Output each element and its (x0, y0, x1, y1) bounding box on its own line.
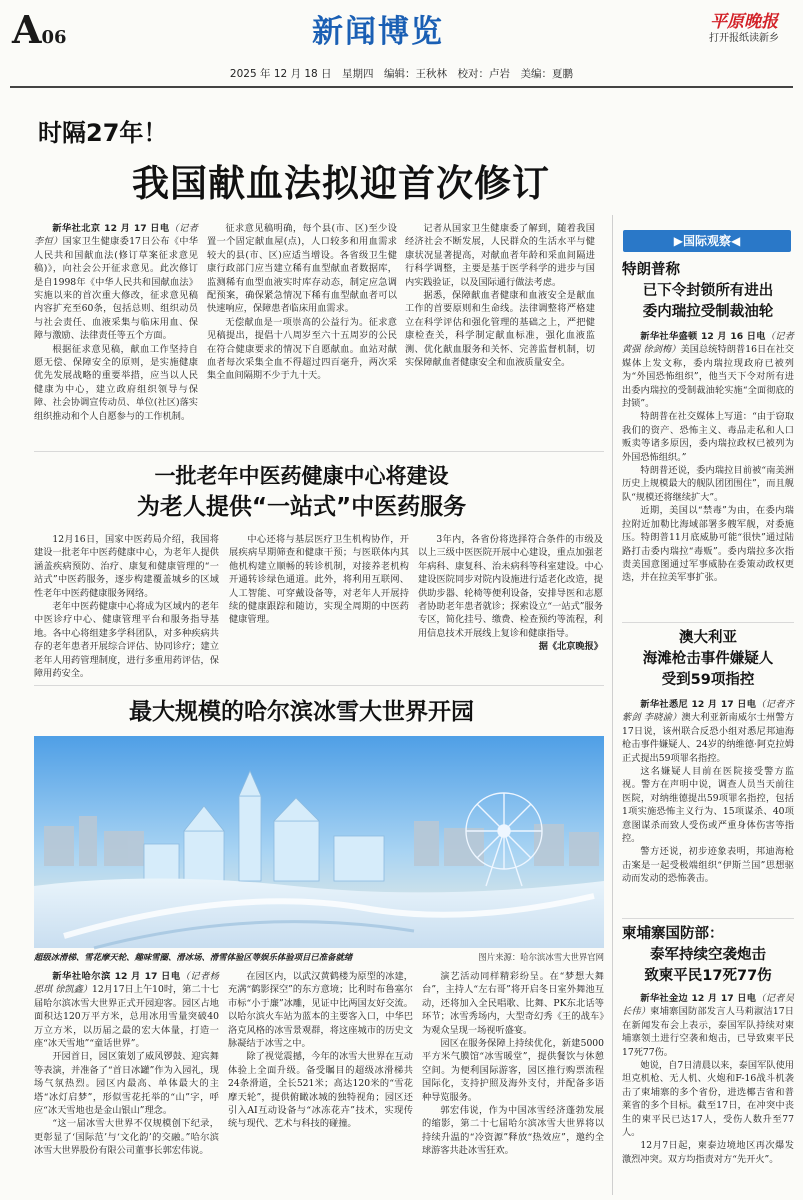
ice-col-3 (422, 970, 604, 1192)
lead-col-2 (207, 222, 397, 444)
sidebar-badge (623, 230, 791, 252)
paragraph: 澳大利亚新南威尔士州警方17日说，该州联合反恐小组对悉尼邦迪海枪击事件嫌疑人、24岁的纳维德·阿克拉姆正式提出59项罪名指控。 (622, 712, 795, 764)
paragraph: 国家卫生健康委17日公布《中华人民共和国献血法(修订草案征求意见稿)》，向社会公开征求意见。此次修订是自1998年《中华人民共和国献血法》实施以来的首次重大修改，征求意见稿内容扩充至60条，包括总则、组织动员与社会责任、血液采集与临床用血、保障与激励、法律责任等五个方面。 (34, 236, 198, 342)
headline-line: 澳大利亚 (679, 630, 737, 646)
headline-line: 致柬平民17死77伤 (644, 968, 772, 984)
dateline-lead: 新华社金边 12 月 17 日电 (640, 993, 757, 1004)
story2-headline (622, 628, 794, 691)
tcm-col-1 (34, 533, 219, 680)
dateline: 2025 年 12 月 18 日 星期四 编辑：王秋林 校对：卢岩 美编：夏鹏 (229, 68, 574, 80)
tcm-col-3 (418, 533, 603, 671)
ice-headline: 最大规模的哈尔滨冰雪大世界开园 (129, 699, 474, 725)
headline-line: 特朗普称 (622, 262, 680, 278)
paragraph: 在园区内，以武汉黄鹤楼为原型的冰建，充满“鹤影探空”的东方意境；比利时布鲁塞尔市标“小于廉”冰雕，见证中比两国友好交流。以哈尔滨火车站为蓝本的主要客入口，中华巴洛克风格的冰雪景观群，将这座城市的历史文脉凝结于冰雪之中。 (228, 971, 413, 1050)
story2-body (622, 698, 794, 913)
paragraph: 老年中医药健康中心将成为区域内的老年中医诊疗中心、健康管理平台和服务指导基地。各中心将组建多学科团队，对多种疾病共存的老年患者开展综合评估、协同诊疗；建立老年人用药管理制度，进行多重用药评估，保障用药安全。 (34, 601, 219, 680)
tcm-headline-1: 一批老年中医药健康中心将建设 (154, 464, 449, 488)
paragraph: 中心还将与基层医疗卫生机构协作，开展疾病早期筛查和健康干预；与医联体内其他机构建立顺畅的转诊机制，对接养老机构开通转诊绿色通道。此外，将利用互联网、人工智能、可穿戴设备等，对老年人开展持续的健康跟踪和随访，实现全周期的中医药健康管理。 (229, 534, 409, 626)
reporter: （记者杨思琪 徐凯鑫） (34, 971, 219, 996)
reporter: （记者李恒） (34, 223, 198, 248)
paragraph: 她说，自7日清晨以来，泰国军队使用坦克机枪、无人机、火炮和F-16战斗机袭击了柬埔寨的多个省份，进选椰吉省和普莱省的多个目标。截至17日，在冲突中丧生的柬平民已达17人，受伤人数升至77人。 (622, 1060, 794, 1139)
photo-credit: 图片来源：哈尔滨冰雪大世界官网 (478, 952, 604, 962)
divider (34, 451, 604, 452)
paragraph: 12月17日上午10时，第二十七届哈尔滨冰雪大世界正式开园迎客。园区占地面积达120万平方米，总用冰用雪量突破40万立方米，以历届之最的宏大体量，打造一座“冰天雪地”“童话世界”。 (34, 984, 219, 1050)
story3-headline (622, 924, 794, 987)
paragraph: 这名嫌疑人目前在医院接受警方监视。警方在声明中说，调查人员当天前往医院，对纳维德提出59项罪名指控，包括1项实施恐怖主义行为、15项谋杀、40项意图谋杀而致人受伤或严重身体伤害等指控。 (622, 766, 794, 845)
story1-headline (622, 260, 794, 323)
paragraph: 12月7日起，柬泰边境地区再次爆发激烈冲突。双方均指责对方“先开火”。 (622, 1140, 794, 1165)
headline-line: 已下令封锁所有进出 (642, 283, 774, 299)
paragraph: 柬埔寨国防部发言人马莉淑洁17日在新闻发布会上表示，泰国军队持续对柬埔寨领土进行空袭和炮击，已导致柬平民17死77伤。 (622, 1006, 794, 1058)
dateline-lead: 新华社北京 12 月 17 日电 (52, 223, 170, 234)
headline-line: 柬埔寨国防部： (622, 926, 724, 942)
reporter: （记者黄强 徐剑梅） (622, 331, 794, 356)
lead-col-3 (405, 222, 595, 444)
paragraph: 郭宏伟说，作为中国冰雪经济蓬勃发展的缩影，第二十七届哈尔滨冰雪大世界将以持续升温的“冷资源”释放“热效应”，邀约全球游客共赴冰雪狂欢。 (422, 1105, 604, 1157)
paragraph: 特朗普还说，委内瑞拉目前被“南美洲历史上规模最大的舰队团团围住”，而且舰队“规模还将继续扩大”。 (622, 465, 794, 503)
dateline-lead: 新华社悉尼 12 月 17 日电 (640, 699, 757, 710)
paragraph: 特朗普在社交媒体上写道：“由于窃取我们的资产、恐怖主义、毒品走私和人口贩卖等诸多原因，委内瑞拉政权已被列为外国恐怖组织。” (622, 411, 794, 463)
paragraph: 记者从国家卫生健康委了解到，随着我国经济社会不断发展，人民群众的生活水平与健康状况显著提高，对献血者年龄和采血间隔进行科学调整，主要是基于医学科学的进步与国内实践验证，以及国际通行做法考虑。 (405, 223, 595, 288)
headline-line: 海滩枪击事件嫌疑人 (642, 651, 774, 667)
lead-col-1 (34, 222, 198, 444)
paragraph: 开园首日，园区策划了威风锣鼓、迎宾舞等表演，并准备了“首日冰罐”作为入园礼，现场气氛热烈。园区内最高、单体最大的主塔“冰灯启梦”，形似雪花托举的“山”字，呼应“冰天雪地也是金山银山”理念。 (34, 1051, 219, 1117)
newspaper-logo (694, 12, 794, 46)
headline-line: 委内瑞拉受制裁油轮 (642, 304, 774, 320)
ice-world-illustration (34, 736, 604, 948)
ice-world-photo (34, 736, 604, 948)
story3-body (622, 992, 794, 1194)
ice-col-2 (228, 970, 413, 1192)
tcm-headline-2: 为老人提供“一站式”中医药服务 (136, 494, 467, 520)
section-title: 新闻博览 (312, 14, 444, 50)
paragraph: 美国总统特朗普16日在社交媒体上发文称，委内瑞拉现政府已被列为“外国恐怖组织”，他当天下令对所有进出委内瑞拉的受制裁油轮实施“全面彻底的封锁”。 (622, 344, 794, 410)
lead-headline: 我国献血法拟迎首次修订 (132, 162, 550, 205)
headline-line: 受到59项指控 (661, 672, 755, 688)
reporter: （记者吴长伟） (622, 993, 794, 1018)
paragraph: 警方还说，初步迹象表明，邦迪海枪击案是一起受极端组织“伊斯兰国”思想驱动而发动的恐怖袭击。 (622, 846, 794, 885)
paragraph: 12月16日，国家中医药局介绍，我国将建设一批老年中医药健康中心，为老年人提供涵盖疾病预防、治疗、康复和健康管理的“一站式”中医药服务，逐步构建覆盖城乡的区域性老年中医药健康服务网络。 (34, 534, 219, 599)
paragraph: 征求意见稿明确，每个县(市、区)至少设置一个固定献血屋(点)，人口较多和用血需求较大的县(市、区)应适当增设。各省级卫生健康行政部门应当建立稀有血型献血者数据库，监测稀有血型血液实时库存动态，制定应急调配预案，确保紧急情况下稀有血型献血者可以快速响应，保障患者临床用血需求。 (207, 223, 397, 315)
headline-line: 泰军持续空袭炮击 (650, 947, 766, 963)
paragraph: 演艺活动同样精彩纷呈。在“梦想大舞台”，主持人“左右哥”将开启冬日室外舞池互动，还将加入全民唱歌、比舞、PK东北话等环节；冰雪秀场内，大型奇幻秀《王的战车》为观众呈现一场视听盛宴。 (422, 971, 604, 1036)
masthead-rule (10, 86, 793, 88)
sidebar-badge-label: ▶国际观察◀ (673, 234, 741, 248)
logo-text: 平原晚报 (710, 12, 778, 32)
divider (622, 622, 794, 623)
sidebar-separator (612, 215, 613, 1195)
paragraph: 除了视觉震撼，今年的冰雪大世界在互动体验上全面升级。备受瞩目的超级冰滑梯共24条滑道，全长521米；高达120米的“雪花摩天轮”，提供俯瞰冰城的独特视角；园区还引入AI互动设备与“冰冻花卉”技术，实现传统与现代、艺术与科技的碰撞。 (228, 1051, 413, 1130)
masthead (0, 0, 803, 80)
photo-caption (34, 950, 604, 964)
ice-col-1 (34, 970, 219, 1192)
dateline-lead: 新华社哈尔滨 12 月 17 日电 (52, 971, 181, 982)
divider (622, 918, 794, 919)
reporter: （记者齐紫剑 李晓渝） (622, 699, 794, 724)
paragraph: 近期，美国以“禁毒”为由，在委内瑞拉附近加勒比海域部署多艘军舰，对委施压。特朗普11月底威胁可能“很快”通过陆路打击委内瑞拉“毒贩”。委内瑞拉多次指责美国意图通过军事威胁在委策动政权更迭，并在拉美军事扩张。 (622, 505, 794, 584)
page-letter: A06 (12, 7, 67, 52)
caption-text: 超级冰滑梯、雪花摩天轮、趣味雪圈、滑冰场、滑雪体验区等娱乐体验项目已准备就绪 (34, 952, 353, 962)
divider (34, 685, 604, 686)
story1-body (622, 330, 794, 620)
lead-kicker: 时隔27年！ (38, 119, 168, 147)
logo-slogan: 打开报纸读新乡 (709, 33, 779, 44)
dateline-lead: 新华社华盛顿 12 月 16 日电 (640, 331, 766, 342)
page-number: 06 (41, 27, 67, 48)
paragraph: 3年内，各省份将选择符合条件的市级及以上三级中医医院开展中心建设，重点加强老年病科、康复科、治未病科等科室建设。中心建设医院同步对院内设施进行适老化改造，提供助步器、轮椅等便利设备，安排导医和志愿者协助老年患者就诊；探索设立“一站式”服务专区，简化挂号、缴费、检查预约等流程，利用信息技术开展线上复诊和健康指导。 (418, 534, 603, 639)
paragraph: 无偿献血是一项崇高的公益行为。征求意见稿提出，提倡十八周岁至六十五周岁的公民在符合健康要求的情况下自愿献血。血站对献血者每次采集全血不得超过四百毫升，两次采集全血间隔期不少于九十天。 (207, 316, 397, 382)
paragraph: 据悉，保障献血者健康和血液安全是献血工作的首要原则和生命线。法律调整将严格建立在科学评估和强化管理的基础之上，严把健康检查关，科学制定献血标准，强化血液监测、优化献血服务和关怀、完善监督机制，切实保障献血者健康安全和血液质量安全。 (405, 290, 595, 369)
source-credit: 据《北京晚报》 (538, 641, 603, 653)
tcm-col-2 (229, 533, 409, 671)
paragraph: 园区在服务保障上持续优化，新建5000平方米气膜馆“冰雪暖堂”，提供餐饮与休憩空间。为便利国际游客，园区推行购票流程国际化，支持护照及海外支付，并配备多语种导览服务。 (422, 1038, 604, 1103)
paragraph: 根据征求意见稿，献血工作坚持自愿无偿、保障安全的原则，是实施健康优先发展战略的重要举措，应当以人民健康为中心，建立政府组织领导与保障、社会协调宣传动员、单位(社区)落实组织推动和个人自愿参与的工作机制。 (34, 343, 198, 422)
paragraph: “这一届冰雪大世界不仅规模创下纪录，更彰显了‘国际范’与‘文化韵’的交融。”哈尔滨冰雪大世界股份有限公司董事长郭宏伟说。 (34, 1118, 219, 1157)
